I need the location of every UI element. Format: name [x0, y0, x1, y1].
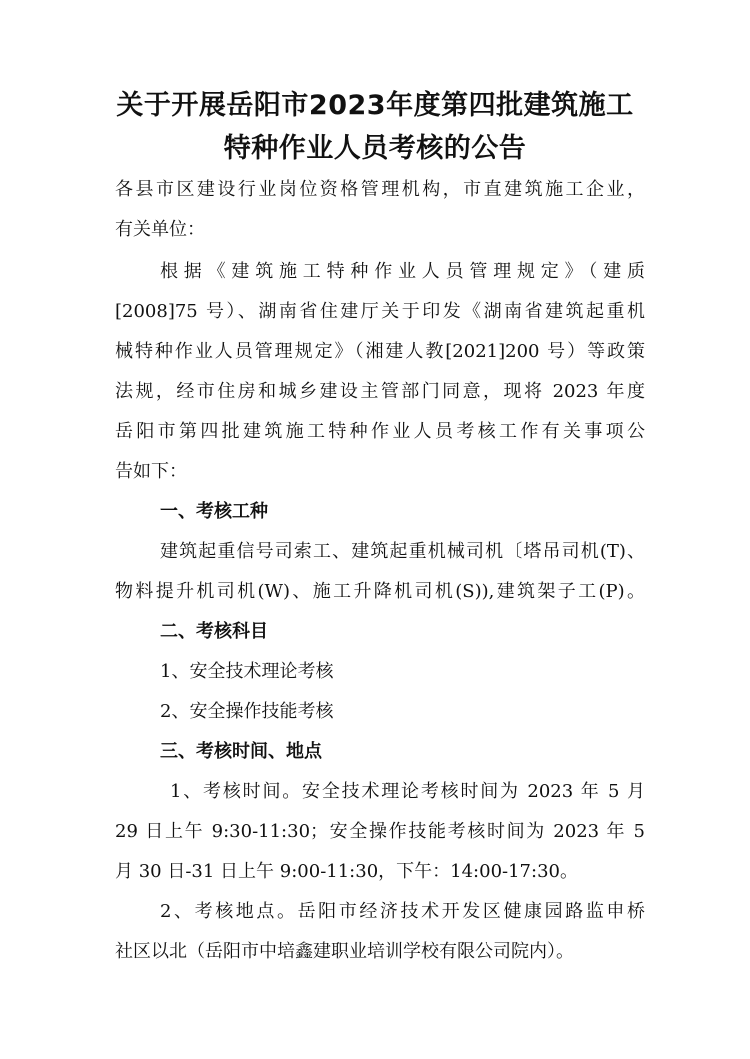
section-1-heading: 一、考核工种: [160, 501, 268, 522]
salutation-line-1: 各县市区建设行业岗位资格管理机构，市直建筑施工企业，: [115, 179, 645, 200]
title-line-1: 关于开展岳阳市2023年度第四批建筑施工: [116, 90, 634, 121]
section-3-time-line-2: 29 日上午 9:30-11:30；安全操作技能考核时间为 2023 年 5: [115, 821, 645, 842]
intro-line-2: [2008]75 号）、湖南省住建厅关于印发《湖南省建筑起重机: [115, 301, 645, 322]
intro-line-5: 岳阳市第四批建筑施工特种作业人员考核工作有关事项公: [115, 421, 645, 442]
section-1-line-1: 建筑起重信号司索工、建筑起重机械司机〔塔吊司机(T)、: [160, 541, 645, 562]
intro-line-6: 告如下：: [115, 461, 187, 482]
section-3-time-line-1: 1、考核时间。安全技术理论考核时间为 2023 年 5 月: [170, 781, 645, 802]
intro-line-1: 根据《建筑施工特种作业人员管理规定》（建质: [160, 261, 645, 282]
title-line-2: 特种作业人员考核的公告: [223, 133, 527, 164]
salutation-line-2: 有关单位：: [115, 219, 205, 240]
section-1-line-2: 物料提升机司机(W)、施工升降机司机(S)),建筑架子工(P)。: [115, 581, 645, 602]
section-3-place-line-2: 社区以北（岳阳市中培鑫建职业培训学校有限公司院内）。: [115, 941, 574, 962]
section-3-time-line-3: 月 30 日-31 日上午 9:00-11:30，下午：14:00-17:30。: [115, 861, 578, 882]
section-3-place-line-1: 2、考核地点。岳阳市经济技术开发区健康园路监申桥: [160, 901, 645, 922]
section-2-item-2: 2、安全操作技能考核: [160, 701, 334, 722]
intro-line-3: 械特种作业人员管理规定》（湘建人教[2021]200 号）等政策: [115, 341, 645, 362]
section-3-heading: 三、考核时间、地点: [160, 741, 322, 762]
section-2-heading: 二、考核科目: [160, 621, 268, 642]
section-2-item-1: 1、安全技术理论考核: [160, 661, 334, 682]
intro-line-4: 法规，经市住房和城乡建设主管部门同意，现将 2023 年度: [115, 381, 645, 402]
